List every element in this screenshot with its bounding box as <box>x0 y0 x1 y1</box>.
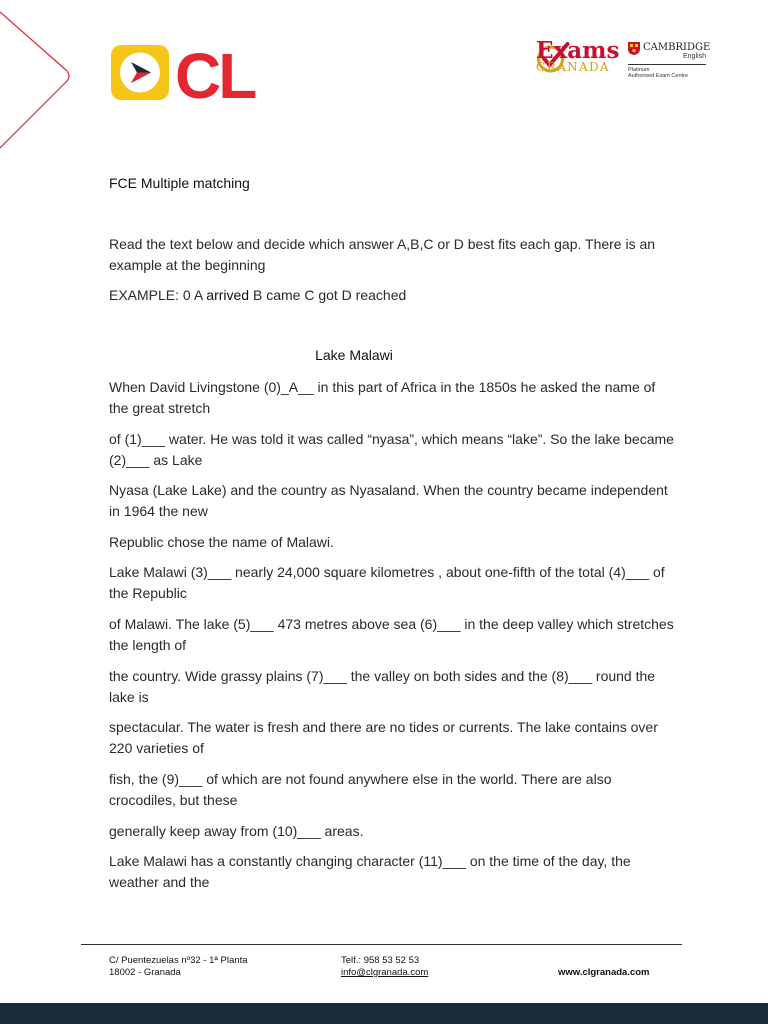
cambridge-divider <box>628 64 706 65</box>
cambridge-name: CAMBRIDGE <box>643 42 711 53</box>
paragraph: the country. Wide grassy plains (7)___ the valley on both sides and the (8)___ round the lake is <box>109 668 656 705</box>
granada-word: GRANADA <box>536 60 610 74</box>
cambridge-tier: Platinum <box>628 67 650 73</box>
decorative-corner-line <box>0 0 80 160</box>
footer-email-link[interactable]: info@clgranada.com <box>341 967 429 978</box>
paragraph: Lake Malawi has a constantly changing character (11)___ on the time of the day, the weather and the <box>109 853 631 890</box>
bottom-bar <box>0 1003 768 1024</box>
paragraph: generally keep away from (10)___ areas. <box>109 823 364 839</box>
paragraph: Lake Malawi (3)___ nearly 24,000 square kilometres , about one-fifth of the total (4)___ of the Republic <box>109 564 665 601</box>
paragraph: of (1)___ water. He was told it was called “nyasa”, which means “lake”. So the lake became (2)___ as Lake <box>109 431 674 468</box>
paragraph: Republic chose the name of Malawi. <box>109 534 334 550</box>
paragraph: of Malawi. The lake (5)___ 473 metres above sea (6)___ in the deep valley which stretches the length of <box>109 616 674 653</box>
text-title: Lake Malawi <box>315 347 393 363</box>
cl-logo <box>111 44 281 102</box>
footer-address-line1: C/ Puentezuelas nº32 - 1ª Planta <box>109 955 248 966</box>
paragraph: When David Livingstone (0)_A__ in this part of Africa in the 1850s he asked the name of the great stretch <box>109 379 656 416</box>
paragraph: spectacular. The water is fresh and there are no tides or currents. The lake contains over 220 varieties of <box>109 719 658 756</box>
document-title: FCE Multiple matching <box>109 175 250 191</box>
paragraph: fish, the (9)___ of which are not found anywhere else in the world. There are also crocodiles, but these <box>109 771 612 808</box>
footer-website-link[interactable]: www.clgranada.com <box>558 967 650 978</box>
cambridge-shield-icon <box>628 42 640 55</box>
cl-logo-text: CL <box>175 44 255 102</box>
example-suffix: B came C got D reached <box>249 287 407 303</box>
example-line <box>109 285 674 306</box>
cambridge-centre: Authorised Exam Centre <box>628 73 688 79</box>
cambridge-english: English <box>683 53 706 60</box>
footer-phone: Telf.: 958 53 52 53 <box>341 955 420 966</box>
instructions: Read the text below and decide which answer A,B,C or D best fits each gap. There is an example at the beginning <box>109 236 656 273</box>
exams-word: Exams <box>536 37 620 64</box>
example-prefix: EXAMPLE: 0 A <box>109 287 207 303</box>
footer-divider <box>81 944 682 945</box>
footer-address-line2: 18002 - Granada <box>109 967 181 978</box>
example-answer: arrived <box>206 287 250 303</box>
paragraph: Nyasa (Lake Lake) and the country as Nyasaland. When the country became independent in 1964 the new <box>109 482 668 519</box>
